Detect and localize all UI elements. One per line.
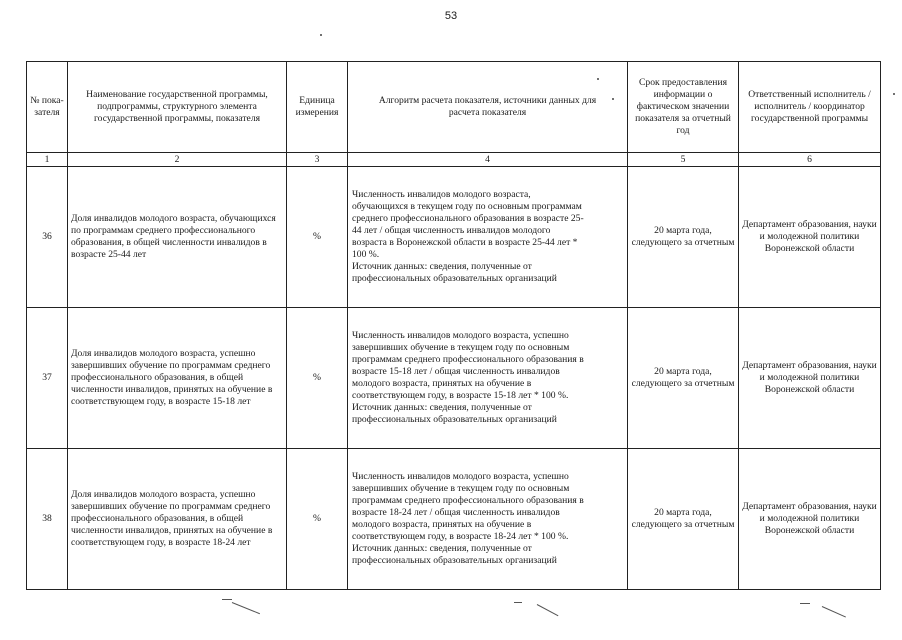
executor-cell: Департамент образования, науки и молодежной политики Воронежской области bbox=[739, 308, 881, 449]
scan-mark bbox=[800, 603, 810, 604]
header-executor: Ответственный исполнитель / исполнитель / координатор государственной программы bbox=[739, 62, 881, 153]
indicator-name: Доля инвалидов молодого возраста, обучающихся по программам среднего профессионального образования, в общей численности инвалидов в возрасте 25-44 лет bbox=[68, 167, 287, 308]
indicator-name: Доля инвалидов молодого возраста, успешно завершивших обучение по программам среднего профессионального образования, в общей численности инвалидов, принятых на обучение в соответствующем году, в возрасте 15-18 лет bbox=[68, 308, 287, 449]
unit-cell: % bbox=[287, 308, 348, 449]
column-number: 2 bbox=[68, 153, 287, 167]
executor-cell: Департамент образования, науки и молодежной политики Воронежской области bbox=[739, 167, 881, 308]
unit-cell: % bbox=[287, 449, 348, 590]
scan-dot bbox=[893, 93, 895, 95]
scan-dot bbox=[612, 98, 614, 100]
row-number: 38 bbox=[27, 449, 68, 590]
indicators-table bbox=[26, 61, 881, 590]
table-row bbox=[27, 167, 881, 308]
data-source-text: Источник данных: сведения, полученные от профессиональных образовательных организаций bbox=[352, 261, 557, 284]
algorithm-cell bbox=[348, 167, 628, 308]
scan-mark bbox=[822, 606, 846, 617]
scan-mark bbox=[537, 604, 559, 616]
table-header-row bbox=[27, 62, 881, 153]
data-source-text: Источник данных: сведения, полученные от профессиональных образовательных организаций bbox=[352, 402, 557, 425]
column-number: 4 bbox=[348, 153, 628, 167]
scan-dot bbox=[597, 78, 599, 80]
header-deadline: Срок предоставления информации о фактическом значении показателя за отчетный год bbox=[628, 62, 739, 153]
header-name: Наименование государственной программы, подпрограммы, структурного элемента государственной программы, показателя bbox=[68, 62, 287, 153]
table-row bbox=[27, 449, 881, 590]
algorithm-text: Численность инвалидов молодого возраста, успешно завершивших обучение в текущем году по основным программам среднего профессионального образования в возрасте 15-18 лет / общая численность инвалидов молодого возраста, принятых на обучение в соответствующем году, в возрасте 15-18 лет * 100 %. bbox=[352, 330, 584, 401]
algorithm-text: Численность инвалидов молодого возраста, успешно завершивших обучение в текущем году по основным программам среднего профессионального образования в возрасте 18-24 лет / общая численность инвалидов молодого возраста, принятых на обучение в соответствующем году, в возрасте 18-24 лет * 100 %. bbox=[352, 471, 584, 542]
table-row bbox=[27, 308, 881, 449]
column-numbers-row bbox=[27, 153, 881, 167]
row-number: 37 bbox=[27, 308, 68, 449]
algorithm-cell bbox=[348, 308, 628, 449]
column-number: 6 bbox=[739, 153, 881, 167]
column-number: 3 bbox=[287, 153, 348, 167]
header-indicator-number: № пока- зателя bbox=[27, 62, 68, 153]
algorithm-cell bbox=[348, 449, 628, 590]
unit-cell: % bbox=[287, 167, 348, 308]
deadline-cell: 20 марта года, следующего за отчетным bbox=[628, 167, 739, 308]
executor-cell: Департамент образования, науки и молодежной политики Воронежской области bbox=[739, 449, 881, 590]
column-number: 1 bbox=[27, 153, 68, 167]
page-number: 53 bbox=[444, 10, 458, 22]
scan-mark bbox=[232, 602, 260, 614]
algorithm-text: Численность инвалидов молодого возраста, обучающихся в текущем году по основным программам среднего профессионального образования в возрасте 25- 44 лет / общая численность инвалидов молодого возраста в Воронежской области в возрасте 25-44 лет * 100 %. bbox=[352, 189, 584, 260]
header-unit: Единица измерения bbox=[287, 62, 348, 153]
column-number: 5 bbox=[628, 153, 739, 167]
data-source-text: Источник данных: сведения, полученные от профессиональных образовательных организаций bbox=[352, 543, 557, 566]
header-algorithm: Алгоритм расчета показателя, источники данных для расчета показателя bbox=[348, 62, 628, 153]
scan-mark bbox=[222, 599, 232, 600]
deadline-cell: 20 марта года, следующего за отчетным bbox=[628, 308, 739, 449]
deadline-cell: 20 марта года, следующего за отчетным bbox=[628, 449, 739, 590]
row-number: 36 bbox=[27, 167, 68, 308]
scan-dot bbox=[320, 34, 322, 36]
scan-mark bbox=[514, 602, 522, 603]
indicator-name: Доля инвалидов молодого возраста, успешно завершивших обучение по программам среднего профессионального образования, в общей численности инвалидов, принятых на обучение в соответствующем году, в возрасте 18-24 лет bbox=[68, 449, 287, 590]
